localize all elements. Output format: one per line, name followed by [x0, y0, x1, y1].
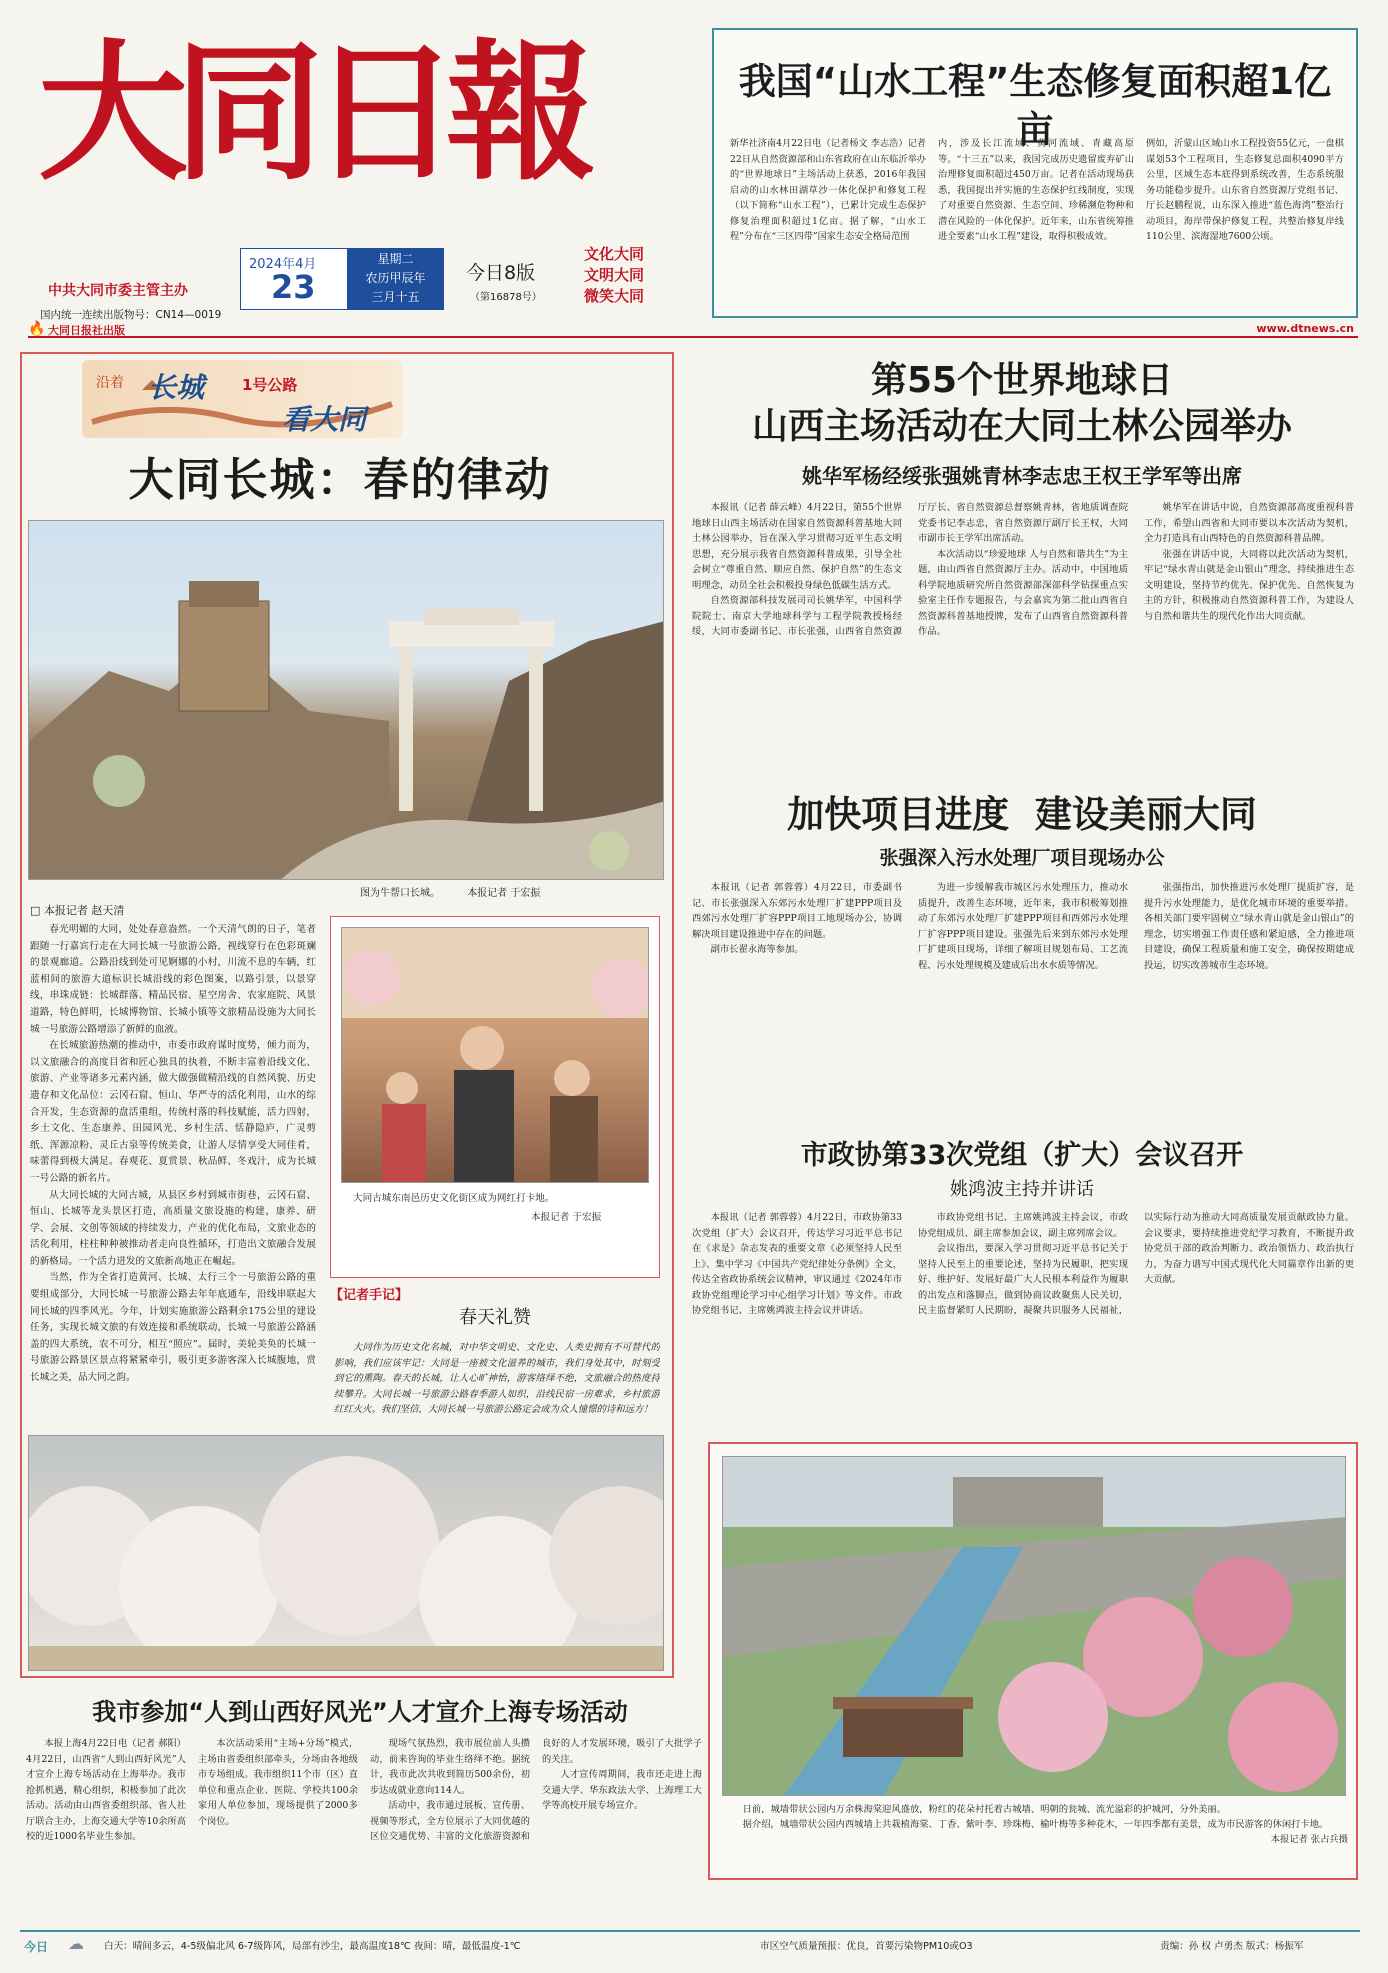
earthday-para-3: 本次活动以“珍爱地球 人与自然和谐共生”为主题，由山西省自然资源厅主办。活动中，中国地质科学院地质研究所自然资源部深部科学钻探重点实验室主任作专题报告，与会嘉宾为第二批山西省自然资源科普基地授牌，发布了山西省自然资源科普作品。 [918, 548, 1128, 637]
photo1-caption: 图为牛帮口长城。 [360, 888, 440, 899]
banner-word-wall: 长城 [148, 371, 205, 404]
slogan-culture: 文化大同 [584, 245, 645, 263]
greatwall-photo [28, 520, 664, 880]
banner-word-datong: 看大同 [282, 403, 367, 436]
issn: 国内统一连续出版物号：CN14—0019 [40, 309, 222, 321]
park-caption-2: 据介绍，城墙带状公园内西城墙上共栽植海棠、丁香、紫叶李、珍珠梅、榆叶梅等多种花木，一年四季都有美景，成为市民游客的休闲打卡地。 [742, 1819, 1329, 1830]
top-story-col-1: 新华社济南4月22日电（记者杨文 李志浩）记者22日从自然资源部和山东省政府在山东临沂举办的“世界地球日”主场活动上获悉，2016年我国启动的山水林田湖草沙一体化保护和修复工程（以下简称“山水工程”），已累计完成生态保护修复治理面积超过1亿亩。据了解，“山水工程”分布在“三区四带”国家生态安全格局范围 [730, 138, 926, 242]
talent-para-5: 人才宣传周期间，我市还走进上海交通大学、华东政法大学、上海理工大学等高校开展专场宣介。 [542, 1769, 702, 1811]
street-scene [342, 928, 649, 1183]
longwall-para-4: 当然，作为全省打造黄河、长城、太行三个一号旅游公路的重要组成部分，大同长城一号旅游公路去年年底通车，沿线串联起大同长城的四季风光。今年，计划实施旅游公路剩余175公里的建设任务，实现长城文旅的有效连接和系统联动，长城一号旅游公路涵盖的四大系统，农不可分，相互“照应”。届时，美轮美奂的长城一号旅游公路景区景点将紧紧牵引，吸引更多游客深入长城腹地，赏长城之美，品大同之韵。 [30, 1272, 316, 1384]
earthday-subhead: 姚华军杨经绥张强姚青林李志忠王权王学军等出席 [802, 464, 1242, 488]
cppcc-body [692, 1210, 1354, 1434]
talent-para-4: 活动中，我市通过展板、宣传册、视频等形式，全方位展示了大同优越的区位交通优势、丰富的文化旅游资源和良好的人才发展环境，吸引了大批学子的关注。 [370, 1738, 702, 1842]
lunar-year: 农历甲辰年 [365, 271, 426, 285]
longwall-headline: 大同长城：春的律动 [128, 453, 552, 506]
longwall-para-2: 在长城旅游热潮的推动中，市委市政府谋时度势，倾力而为，以文旅融合的高度目省和匠心独具的执着，不断丰富着沿线文化、旅游、产业等诸多元素内涵，做大做强做精沿线的自然风貌、历史遗存和文化品位：云冈石窟、恒山、华严寺的活化利用，山水的综合开发，生态资源的盘活重组，传统村落的科技赋能，活力四射，乡土文化、生态康养、田园风光、乡村生活、恬静隐庐，广灵剪纸、浑源凉粉、灵丘古泉等传统美食，让游人尽情享受大同佳肴，味蕾得到极大满足。春观花、夏赏景、秋品鲜、冬戏汁，成为长城一号公路的新名片。 [30, 1040, 316, 1184]
weekday: 星期二 [377, 252, 414, 266]
notes-tag: 【记者手记】 [330, 1288, 409, 1303]
slogan-civility: 文明大同 [584, 266, 645, 284]
park-caption-1: 日前，城墙带状公园内万余株海棠迎风盛放，粉红的花朵衬托着古城墙、明朝的瓮城、流光溢彩的护城河，分外美丽。 [742, 1804, 1227, 1815]
masthead-rule [28, 321, 1358, 338]
project-subhead: 张强深入污水处理厂项目现场办公 [879, 847, 1165, 869]
lunar-box [347, 248, 444, 310]
greatwall-scene [29, 521, 664, 880]
website: www.dtnews.cn [1256, 322, 1354, 335]
top-story-col-3: 例如，沂蒙山区域山水工程投资55亿元，一盘棋谋划53个工程项目，生态修复总面积4090平方公里，区域生态本底得到系统改善，生态系统服务功能稳步提升。山东省自然资源厅党组书记、厅长赵鹏程说，山东深入推进“蓝色海湾”整治行动项目，海岸带保护修复工程，共整治修复岸线110公里、滨海湿地7600公顷。 [1146, 138, 1344, 242]
top-story-headline: 我国“山水工程”生态修复面积超1亿亩 [738, 60, 1332, 151]
talent-headline: 我市参加“人到山西好风光”人才宣介上海专场活动 [92, 1698, 628, 1726]
longwall-para-1: 春光明媚的大同，处处春意盎然。一个天清气朗的日子，笔者跟随一行嘉宾行走在大同长城一号旅游公路，视线穿行在色彩斑斓的景观廊道。公路沿线到处可见婀娜的小村，川流不息的车辆，红蓝相间的旅游大道标识长城沿线的彩色图案，以路引景，以景穿线，串珠成链：长城群落、精品民宿、星空房舍、农家庭院、风景道路，特色鲜明，长城博物馆、长城小镇等文旅精品设施为大同长城一号旅游公路增添了新鲜的血液。 [30, 924, 316, 1035]
park-photo-caption [724, 1802, 1348, 1878]
longwall-body [30, 922, 316, 1427]
photo2-frame [330, 916, 660, 1278]
earthday-headline-1: 第55个世界地球日 [870, 360, 1174, 401]
top-story-col-2: 内，涉及长江流域、黄河流域、青藏高原等。“十三五”以来，我国完成历史遗留废弃矿山治理修复面积超过450万亩。记者在活动现场获悉，我国提出并实施的生态保护红线制度，实现了对重要自然资源、生态空间、珍稀濒危物种和潜在风险的一体化保护。近年来，山东省统筹推进全要素“山水工程”建设，取得积极成效。 [938, 138, 1134, 242]
today-label: 今日 [24, 1940, 49, 1954]
earthday-headline-2: 山西主场活动在大同土林公园举办 [751, 406, 1292, 447]
project-para-3: 为进一步缓解我市城区污水处理压力，推动水质提升，改善生态环境，近年来，我市积极筹划推动了东郊污水处理厂扩建PPP项目和西郊污水处理厂扩容PPP项目建设。张强先后来到东郊污水处理厂扩建项目现场，详细了解项目规划布局、工艺流程、污水处理规模及建成后出水水质等情况。 [918, 882, 1128, 971]
project-body [692, 880, 1354, 1130]
project-para-2: 副市长翟永海等参加。 [710, 944, 804, 955]
cppcc-para-2: 市政协党组书记、主席姚鸿波主持会议，市政协党组成员、副主席参加会议，副主席列席会议。 [918, 1212, 1128, 1239]
street-photo [341, 927, 649, 1183]
longwall-para-3: 从大同长城的大同古城，从县区乡村到城市街巷，云冈石窟、恒山、长城等龙头景区打造，高质量文旅设施的构建，康养、研学、会展、文创等领域的持续发力，产业的优化布局，文旅业态的活化利用，柱柱种种被推动者走向良性循环，打造出文旅融合发展的新格局。一个活力迸发的文旅新高地正在崛起。 [30, 1189, 316, 1267]
photo2-caption: 大同古城东南邑历史文化街区成为网红打卡地。 [353, 1193, 555, 1204]
talent-body [26, 1736, 702, 1916]
earthday-para-4: 姚华军在讲话中说，自然资源部高度重视科普工作，希望山西省和大同市要以本次活动为契机，全力打造具有山西特色的自然资源科普品牌。 [1144, 502, 1354, 544]
project-para-1: 本报讯（记者 郭蓉蓉）4月22日，市委副书记、市长张强深入东郊污水处理厂扩建PPP项目及西郊污水处理厂扩容PPP项目工地现场办公，协调解决项目建设推进中存在的问题。 [692, 882, 902, 940]
footer [20, 1930, 1360, 1954]
cppcc-subhead: 姚鸿波主持并讲话 [950, 1179, 1094, 1200]
greatwall-photo-caption [360, 884, 540, 899]
slogan-smile: 微笑大同 [584, 287, 645, 305]
edition-count: 今日8版 [466, 262, 536, 284]
park-credit: 本报记者 张占兵摄 [1270, 1834, 1348, 1845]
year-month: 2024年4月 [249, 257, 317, 272]
issue-number: （第16878号） [470, 292, 542, 303]
talent-para-3: 现场气氛热烈，我市展位前人头攒动，前来咨询的毕业生络绎不绝。据统计，我市此次共收到简历500余份，初步达成就业意向114人。 [370, 1738, 530, 1796]
weather-cloud-icon: ☁ [68, 1934, 84, 1953]
editors: 责编：孙 权 卢勇杰 版式：杨振军 [1160, 1941, 1304, 1952]
photo1-credit: 本报记者 于宏振 [467, 888, 541, 899]
earthday-para-1: 本报讯（记者 薛云峰）4月22日，第55个世界地球日山西主场活动在国家自然资源科普基地大同土林公园举办，旨在深入学习贯彻习近平生态文明思想，充分展示我省自然资源科普成果，引导全社会树立“尊重自然、顺应自然、保护自然”的生态文明理念，动员全社会积极投身绿色低碳生活方式。 [692, 502, 902, 591]
blossom-photo [28, 1435, 664, 1671]
banner-word-along: 沿着 [96, 375, 124, 391]
publisher: 大同日报社出版 [48, 324, 125, 337]
earthday-para-5: 张强在讲话中说，大同将以此次活动为契机，牢记“绿水青山就是金山银山”理念，持续推进生态文明建设，坚持节约优先、保护优先、自然恢复为主的方针，积极推动自然资源科普工作，为建设人与自然和谐共生的现代化作出大同贡献。 [1144, 548, 1354, 622]
project-para-4: 张强指出，加快推进污水处理厂提质扩容，是提升污水处理能力，是优化城市环境的重要举措。各相关部门要牢固树立“绿水青山就是金山银山”的理念，切实增强工作责任感和紧迫感，全力推进项目建设，确保工程质量和施工安全，确保按期建成投运，切实改善城市生态环境。 [1144, 882, 1354, 971]
longwall-byline: □ 本报记者 赵天清 [30, 904, 125, 917]
earthday-body [692, 500, 1354, 780]
park-photo-box [708, 1442, 1358, 1880]
top-story [712, 28, 1358, 318]
sponsor: 中共大同市委主管主办 [48, 283, 188, 299]
talent-para-1: 本报上海4月22日电（记者 郝阳）4月22日，山西省“人到山西好风光”人才宣介上海专场活动在上海举办。我市抢抓机遇，精心组织，积极参加了此次活动。活动由山西省委组织部、省人社厅联合主办，上海交通大学等10余所高校的近1000名毕业生参加。 [26, 1738, 186, 1842]
air-quality: 市区空气质量预报：优良，首要污染物PM10或O3 [760, 1941, 973, 1952]
notes-title: 春天礼赞 [459, 1307, 531, 1328]
photo2-credit: 本报记者 于宏振 [531, 1212, 602, 1223]
earthday-para-2: 自然资源部科技发展司司长姚华军，中国科学院院士、南京大学地球科学与工程学院教授杨经绥，大同市委副书记、市长张强，山西省自然资源厅厅长、省自然资源总督察姚青林，省地质调查院党委书记李志忠，省自然资源厅副厅长王权，大同市副市长王学军出席活动。 [692, 502, 1128, 637]
cppcc-para-3: 会议指出，要深入学习贯彻习近平总书记关于坚持人民至上的重要论述，坚持为民履职，把实现好、维护好、发展好最广大人民根本利益作为履职的出发点和落脚点，做到协商议政聚焦人民关切，民主监督紧盯人民期盼，凝聚共识服务人民福祉，以实际行动为推动大同高质量发展贡献政协力量。会议要求，要持续推进党纪学习教育，不断提升政协党员干部的政治判断力、政治领悟力、政治执行力，为奋力谱写中国式现代化大同篇章作出新的更大贡献。 [918, 1212, 1354, 1316]
publisher-flame-icon: 🔥 [28, 321, 46, 337]
project-headline: 加快项目进度 建设美丽大同 [787, 793, 1257, 836]
park-scene [723, 1457, 1346, 1796]
day-number: 23 [271, 268, 316, 306]
weather-text: 白天：晴间多云，4-5级偏北风 6-7级阵风，局部有沙尘，最高温度18℃ 夜间：晴，最低温度-1℃ [104, 1941, 521, 1952]
date-box [240, 248, 444, 310]
park-photo [722, 1456, 1346, 1796]
newspaper-logo: 大同日報 [38, 25, 583, 201]
longwall-banner [82, 360, 402, 438]
lunar-day: 三月十五 [371, 290, 420, 304]
slogans [584, 244, 644, 307]
talent-para-2: 本次活动采用“主场+分场”模式，主场由省委组织部牵头，分场由各地级市专场组成。我市组织11个市（区）直单位和重点企业、医院、学校共100余家用人单位参加，现场提供了2000多个岗位。 [198, 1738, 358, 1827]
blossom-scene [29, 1436, 664, 1671]
cppcc-para-1: 本报讯（记者 郭蓉蓉）4月22日，市政协第33次党组（扩大）会议召开，传达学习习近平总书记在《求是》杂志发表的重要文章《必须坚持人民至上》、集中学习《中国共产党纪律处分条例》全文，传达全省政协系统会议精神，审议通过《2024年市政协党组理论学习中心组学习计划》等文件。市政协党组书记、主席姚鸿波主持会议并讲话。 [692, 1212, 902, 1316]
notes-para: 大同作为历史文化名城，对中华文明史、文化史、人类史拥有不可替代的影响，我们应该牢记：大同是一座被文化滋养的城市，我们身处其中，时刻受到它的熏陶。春天的长城，让人心旷神怡，游客络绎不绝，文旅融合的热度持续攀升。大同长城一号旅游公路春季游人如织，沿线民宿一房难求，乡村旅游红红火火。我们坚信，大同长城一号旅游公路定会成为众人憧憬的诗和远方！ [334, 1342, 660, 1415]
cppcc-headline: 市政协第33次党组（扩大）会议召开 [800, 1140, 1244, 1171]
banner-word-road: 1号公路 [242, 376, 298, 394]
